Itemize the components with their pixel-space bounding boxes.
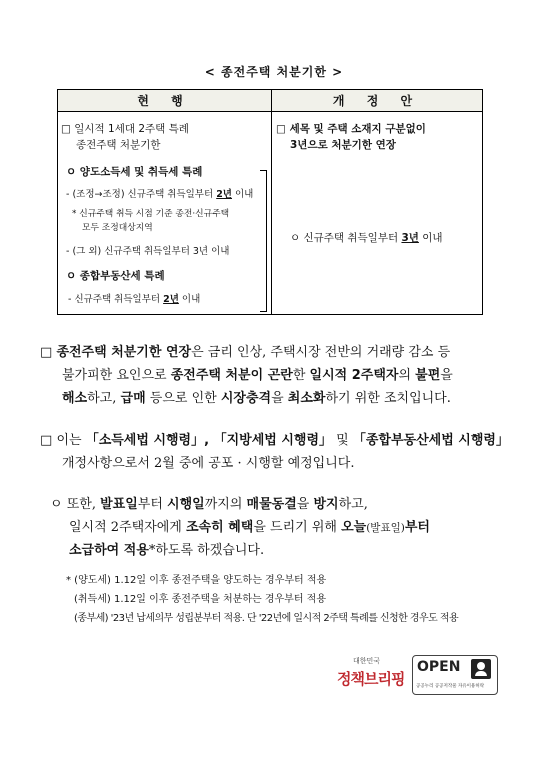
para2-bold-decrees: 「소득세법 시행령」, 「지방세법 시행령」	[85, 433, 333, 448]
para2-text: 및	[332, 433, 353, 448]
current-item-special-case: □ 일시적 1세대 2주택 특례	[61, 123, 189, 135]
current-item-adjusted	[66, 186, 253, 200]
current-adjusted-year: 2년	[216, 189, 232, 200]
para3-bold-benefit: 조속히 혜택	[186, 520, 254, 535]
current-adjusted-text: - (조정→조정) 신규주택 취득일부터	[66, 189, 217, 200]
current-note-line2: 모두 조정대상지역	[82, 223, 153, 233]
footnote-acquisition-tax: (취득세) 1.12일 이후 종전주택을 처분하는 경우부터 적용	[74, 594, 327, 605]
para3-text: 까지의	[204, 497, 247, 512]
para1-text: 을	[271, 391, 288, 406]
table-divider	[271, 90, 272, 314]
para3-bold-retroactive: 소급하여 적용	[69, 543, 149, 558]
para1-text: 을	[440, 368, 453, 383]
para3-text: 을 드리기 위해	[253, 520, 342, 535]
para1-bold-resolve: 해소	[62, 391, 88, 406]
policy-briefing-logo	[335, 655, 411, 695]
para3-line1	[50, 493, 368, 512]
para2-line2: 개정사항으로서 2월 중에 공포 · 시행할 예정입니다.	[62, 456, 355, 471]
para3-text: 을	[296, 497, 314, 512]
para2-bullet: □	[40, 433, 53, 448]
revision-item-all-taxes: □ 세목 및 주택 소재지 구분없이	[276, 123, 426, 135]
para3-text: 또한,	[66, 497, 101, 512]
para3-line2	[69, 516, 430, 535]
para1-text: 등으로 인한	[145, 391, 221, 406]
para2-text: 이는	[56, 433, 86, 448]
revision-item-deadline	[290, 230, 443, 245]
comparison-table	[57, 89, 483, 315]
para1-line2	[62, 364, 453, 383]
revision-deadline-text: ㅇ 신규주택 취득일부터	[290, 232, 402, 244]
para3-bold-today: 오늘	[341, 520, 367, 535]
para2-bold-comprehensive-decree: 「종합부동산세법 시행령」	[352, 433, 509, 448]
footnote-comprehensive-tax: (종부세) '23년 납세의무 성립분부터 적용. 단 '22년에 일시적 2주택 특례를 신청한 경우도 적용	[74, 613, 459, 624]
para1-line3	[62, 387, 451, 406]
para3-bold-from: 부터	[404, 520, 430, 535]
para1-bullet: □	[40, 345, 53, 360]
para3-text: 하고,	[338, 497, 368, 512]
current-comprehensive-year: 2년	[163, 294, 179, 305]
current-item-comprehensive-deadline	[68, 291, 200, 305]
para3-line3	[69, 539, 264, 558]
revision-item-extension: 3년으로 처분기한 연장	[290, 139, 396, 151]
bracket-mark	[260, 170, 267, 312]
para3-text: *하도록 하겠습니다.	[148, 543, 265, 558]
para3-announcement-note: (발표일)	[366, 522, 405, 534]
para3-text: 일시적 2주택자에게	[69, 520, 186, 535]
current-item-other: - (그 외) 신규주택 취득일부터 3년 이내	[66, 246, 230, 257]
para1-bold-market-shock: 시장충격	[220, 391, 272, 406]
para3-bold-listing-freeze: 매물동결	[246, 497, 297, 512]
current-comprehensive-text: - 신규주택 취득일부터	[68, 294, 164, 305]
current-note-line1: * 신규주택 취득 시점 기준 종전·신규주택	[72, 209, 230, 219]
para1-text: 불가피한 요인으로	[62, 368, 171, 383]
para1-text: 한	[292, 368, 310, 383]
logo-korea-text: 대한민국	[353, 657, 381, 665]
para1-bold-urgent-sale: 급매	[120, 391, 146, 406]
para3-bold-prevent: 방지	[313, 497, 339, 512]
para1-bold-extension: 종전주택 처분기한 연장	[56, 345, 192, 360]
revision-deadline-suffix: 이내	[418, 232, 443, 244]
para1-bold-minimize: 최소화	[287, 391, 326, 406]
para1-bold-difficulty: 종전주택 처분이 곤란	[170, 368, 293, 383]
current-comprehensive-suffix: 이내	[178, 294, 201, 305]
para1-bold-inconvenience: 불편	[415, 368, 441, 383]
footnote-transfer-tax: * (양도세) 1.12일 이후 종전주택을 양도하는 경우부터 적용	[66, 575, 327, 586]
page-title: < 종전주택 처분기한 >	[204, 65, 344, 79]
current-adjusted-suffix: 이내	[231, 189, 254, 200]
license-icon	[471, 659, 491, 679]
table-header-revision: 개 정 안	[272, 90, 482, 112]
para2-line1	[40, 429, 509, 448]
open-license-logo	[412, 655, 498, 695]
para3-bold-effective-date: 시행일	[167, 497, 205, 512]
para3-bold-announcement-date: 발표일	[100, 497, 138, 512]
para3-bullet: ㅇ	[50, 497, 63, 512]
para1-text: 하기 위한 조치입니다.	[325, 391, 451, 406]
para1-bold-owner: 일시적 2주택자	[309, 368, 399, 383]
current-item-deadline: 종전주택 처분기한	[76, 139, 161, 151]
para3-text: 부터	[137, 497, 168, 512]
para1-text: 의	[398, 368, 416, 383]
logo-open-text: OPEN	[417, 659, 461, 675]
para1-text: 하고,	[87, 391, 121, 406]
logo-open-sub: 공공누리 공공저작물 자유이용허락	[416, 684, 485, 689]
table-header-current: 현 행	[58, 90, 271, 112]
revision-deadline-year: 3년	[401, 232, 419, 244]
current-item-comprehensive-tax: ㅇ 종합부동산세 특례	[66, 270, 165, 282]
logo-briefing-text: 정책브리핑	[337, 670, 405, 688]
current-item-transfer-tax: ㅇ 양도소득세 및 취득세 특례	[66, 166, 203, 178]
para1-text: 은 금리 인상, 주택시장 전반의 거래량 감소 등	[191, 345, 451, 360]
para1-line1	[40, 341, 450, 360]
